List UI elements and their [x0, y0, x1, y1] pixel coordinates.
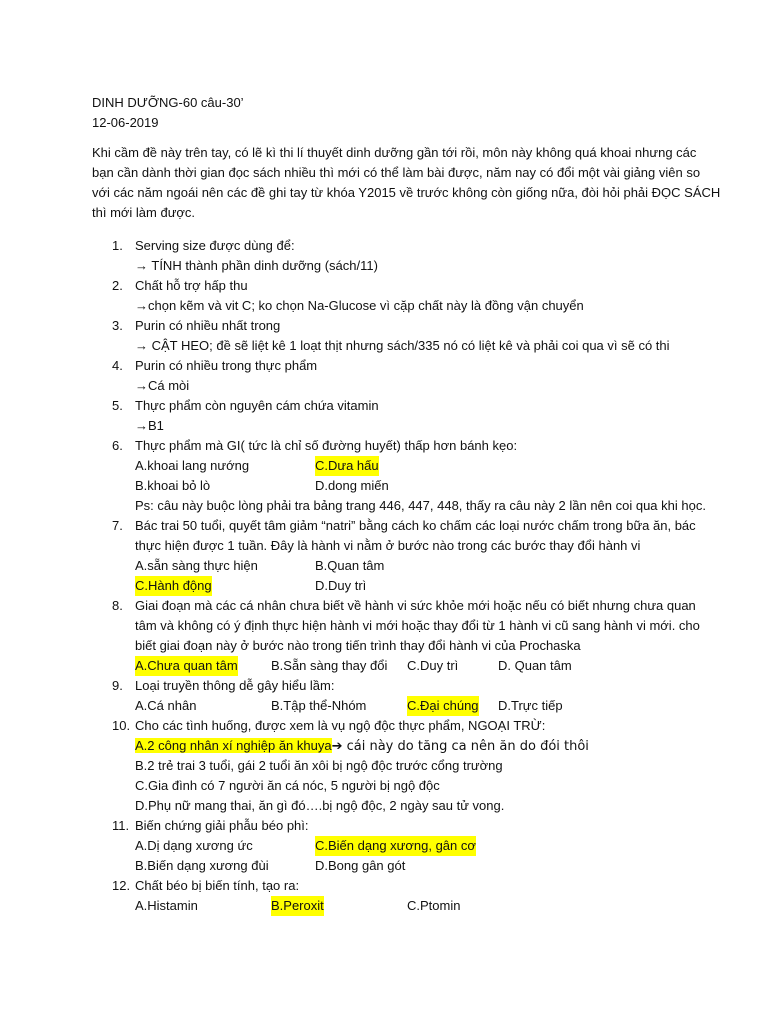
question-text: Biến chứng giải phẫu béo phì:: [135, 818, 309, 833]
question-7: [92, 516, 712, 596]
question-number: 11.: [112, 818, 130, 833]
option-a: A.sẵn sàng thực hiện: [135, 558, 258, 573]
question-number: 6.: [112, 438, 123, 453]
question-text: Giai đoạn mà các cá nhân chưa biết về hành vi sức khỏe mới hoặc nếu có biết nhưng chưa quan: [135, 598, 696, 613]
option-b: B.Sẵn sàng thay đổi: [271, 658, 388, 673]
option-d: D.Duy trì: [315, 578, 367, 593]
question-text: Bác trai 50 tuổi, quyết tâm giảm “natri” bằng cách ko chấm các loại nước chấm trong bữa ăn, bác: [135, 518, 696, 533]
question-number: 5.: [112, 398, 123, 413]
question-12: [92, 876, 712, 916]
intro-paragraph: [92, 143, 721, 223]
question-2: [92, 276, 712, 316]
option-d: D.dong miến: [315, 478, 389, 493]
option-a: A.Cá nhân: [135, 698, 197, 713]
option-a-note: ➔ cái này do tăng ca nên ăn do đói thôi: [331, 739, 589, 754]
question-text: Cho các tình huống, được xem là vụ ngộ độc thực phẩm, NGOẠI TRỪ:: [135, 718, 546, 733]
question-text: Loại truyền thông dễ gây hiểu lầm:: [135, 678, 335, 693]
document-header: [92, 93, 244, 133]
option-d: D.Phụ nữ mang thai, ăn gì đó….bị ngộ độc, 2 ngày sau tử vong.: [135, 798, 505, 813]
option-b-correct: B.Peroxit: [271, 896, 324, 916]
option-c-correct: C.Hành động: [135, 576, 212, 596]
question-text: Thực phẩm còn nguyên cám chứa vitamin: [135, 398, 379, 413]
option-a: A.Dị dạng xương ức: [135, 838, 253, 853]
question-text: Purin có nhiều nhất trong: [135, 318, 281, 333]
question-10: [92, 716, 712, 816]
option-d: D.Bong gân gót: [315, 858, 406, 873]
question-3: [92, 316, 712, 356]
option-c-correct: C.Dưa hấu: [315, 456, 379, 476]
option-d: D.Trực tiếp: [498, 698, 563, 713]
question-8: [92, 596, 712, 676]
question-number: 1.: [112, 238, 123, 253]
question-1: [92, 236, 712, 276]
question-text: Purin có nhiều trong thực phẩm: [135, 358, 318, 373]
document-title: DINH DƯỠNG-60 câu-30’: [92, 95, 244, 110]
question-text: tâm và không có ý định thực hiện hành vi mới hoặc thay đổi từ 1 hành vi cũ sang hành vi mới. cho: [135, 618, 700, 633]
question-text: Chất hỗ trợ hấp thu: [135, 278, 248, 293]
option-d: D. Quan tâm: [498, 658, 572, 673]
question-text: biết giai đoạn này ở bước nào trong tiến trình thay đổi hành vi của Prochaska: [135, 638, 581, 653]
option-a: A.khoai lang nướng: [135, 458, 250, 473]
question-text: Chất béo bị biến tính, tạo ra:: [135, 878, 300, 893]
question-5: [92, 396, 712, 436]
question-9: [92, 676, 712, 716]
option-b: B.khoai bỏ lò: [135, 478, 211, 493]
question-4: [92, 356, 712, 396]
option-a-correct: A.2 công nhân xí nghiệp ăn khuya: [135, 738, 332, 753]
question-number: 3.: [112, 318, 123, 333]
question-number: 7.: [112, 518, 123, 533]
answer-note: →B1: [135, 418, 164, 433]
question-number: 9.: [112, 678, 123, 693]
question-text: Thực phẩm mà GI( tức là chỉ số đường huyết) thấp hơn bánh kẹo:: [135, 438, 518, 453]
answer-note: → TÍNH thành phần dinh dưỡng (sách/11): [135, 258, 378, 273]
intro-line: thì mới làm được.: [92, 205, 196, 220]
question-text: thực hiện được 1 tuần. Đây là hành vi nằm ở bước nào trong các bước thay đổi hành vi: [135, 538, 641, 553]
question-number: 4.: [112, 358, 123, 373]
intro-line: Khi cầm đề này trên tay, có lẽ kì thi lí thuyết dinh dưỡng gần tới rồi, môn này không quá khoai nhưng các: [92, 145, 697, 160]
answer-note: →chọn kẽm và vit C; ko chọn Na-Glucose vì cặp chất này là đồng vận chuyển: [135, 298, 584, 313]
answer-note: →Cá mòi: [135, 378, 190, 393]
question-number: 8.: [112, 598, 123, 613]
option-c-correct: C.Biến dạng xương, gân cơ: [315, 836, 476, 856]
option-a-correct: A.Chưa quan tâm: [135, 656, 238, 676]
question-list: [92, 236, 712, 916]
option-c: C.Gia đình có 7 người ăn cá nóc, 5 người bị ngộ độc: [135, 778, 440, 793]
question-text: Serving size được dùng để:: [135, 238, 295, 253]
intro-line: với các năm ngoái nên các đề ghi tay từ khóa Y2015 về trước không còn giống nữa, đòi hỏi phải ĐỌC SÁCH: [92, 185, 721, 200]
intro-line: bạn cần dành thời gian đọc sách nhiều thì mới có thể làm bài được, năm nay có đổi một vài giảng viên so: [92, 165, 701, 180]
option-b: B.Tập thể-Nhóm: [271, 698, 367, 713]
option-b: B.Biến dạng xương đùi: [135, 858, 269, 873]
document-date: 12-06-2019: [92, 115, 159, 130]
option-c: C.Duy trì: [407, 658, 459, 673]
question-number: 12.: [112, 878, 131, 893]
option-a: A.Histamin: [135, 898, 198, 913]
question-6: [92, 436, 712, 516]
ps-note: Ps: câu này buộc lòng phải tra bảng trang 446, 447, 448, thấy ra câu này 2 lần nên coi qua khi học.: [135, 498, 706, 513]
option-c-correct: C.Đại chúng: [407, 696, 479, 716]
option-c: C.Ptomin: [407, 898, 461, 913]
answer-note: → CẬT HEO; đề sẽ liệt kê 1 loạt thịt nhưng sách/335 nó có liệt kê và phải coi qua vì sẽ có thi: [135, 338, 670, 353]
option-b: B.Quan tâm: [315, 558, 385, 573]
question-11: [92, 816, 712, 876]
question-number: 2.: [112, 278, 123, 293]
question-number: 10.: [112, 718, 131, 733]
option-b: B.2 trẻ trai 3 tuổi, gái 2 tuổi ăn xôi bị ngộ độc trước cổng trường: [135, 758, 503, 773]
